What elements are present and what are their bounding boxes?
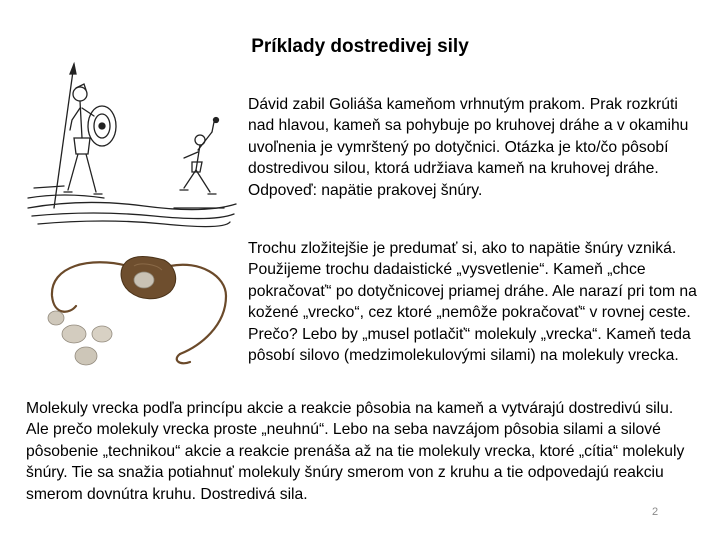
slide-title: Príklady dostredivej sily xyxy=(251,36,469,57)
paragraph-david-goliath: Dávid zabil Goliáša kameňom vrhnutým prakom. Prak rozkrúti nad hlavou, kameň sa pohybuje po kruhovej dráhe a v okamihu uvoľnenia je vymrštený po dotyčnici. Otázka je kto/čo pôsobí dostredivou silou, ktorá udržiava kameň na kruhovej dráhe. Odpoveď: napätie prakovej šnúry. xyxy=(248,96,689,199)
sling-stones-photo xyxy=(30,236,238,386)
david-goliath-illustration xyxy=(24,58,238,228)
paragraph-string-tension: Trochu zložitejšie je predumať si, ako to napätie šnúry vzniká. Použijeme trochu dadaistické „vysvetlenie“. Kameň „chce pokračovať“ po dotyčnicovej priamej dráhe. Ale narazí pri tom na kožené „vrecko“, cez ktoré „nemôže pokračovať“ v rovnej ceste. Prečo? Lebo by „musel potlačiť“ molekuly „vrecka“. Kameň teda pôsobí silovo (medzimolekulovými silami) na molekuly vrecka. xyxy=(248,240,697,365)
page-number: 2 xyxy=(652,506,659,518)
paragraph-centripetal-force: Molekuly vrecka podľa princípu akcie a reakcie pôsobia na kameň a vytvárajú dostredivú silu. Ale prečo molekuly vrecka proste „neuhnú“. Lebo na seba navzájom pôsobia silami a silové pôsobenie „technikou“ akcie a reakcie prenáša až na tie molekuly vrecka, ktoré „cítia“ molekuly šnúry. Tie sa snažia potiahnuť molekuly šnúry smerom von z kruhu a tie odpovedajú reakciu smerom dovnútra kruhu. Dostredivá sila. xyxy=(26,400,685,503)
